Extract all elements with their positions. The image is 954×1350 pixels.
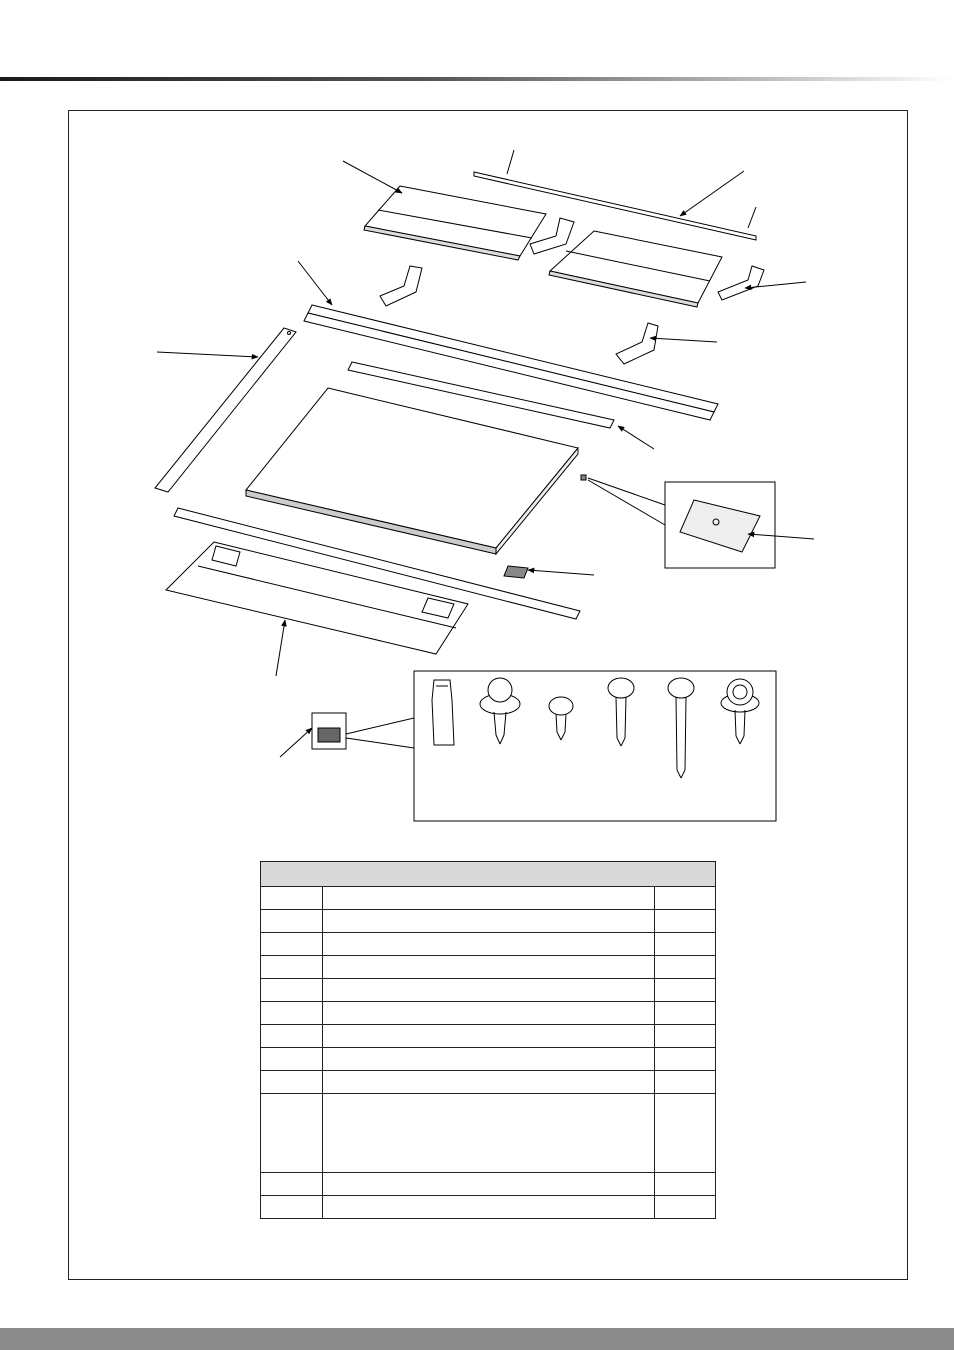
table-row <box>261 1071 716 1094</box>
hardware-pack <box>312 713 414 749</box>
callout-arrow-2 <box>680 171 744 216</box>
table-cell-qty <box>655 1048 716 1071</box>
table-cell-no <box>261 933 323 956</box>
table-cell-description <box>323 956 655 979</box>
table-row <box>261 979 716 1002</box>
table-cell-description <box>323 1025 655 1048</box>
callout-arrow-11 <box>280 728 312 757</box>
table-cell-no <box>261 1002 323 1025</box>
table-cell-qty <box>655 956 716 979</box>
table-cell-qty <box>655 910 716 933</box>
callout-arrow-3 <box>298 261 332 305</box>
skirt-panel <box>166 542 468 654</box>
callout-arrow-6 <box>650 338 717 342</box>
table-cell-no <box>261 1196 323 1219</box>
table-cell-qty <box>655 1173 716 1196</box>
table-cell-no <box>261 1173 323 1196</box>
table-row <box>261 1173 716 1196</box>
table-cell-no <box>261 910 323 933</box>
table-cell-qty <box>655 1196 716 1219</box>
table-cell-qty <box>655 933 716 956</box>
table-cell-qty <box>655 1002 716 1025</box>
table-cell-description <box>323 1196 655 1219</box>
table-cell-description <box>323 1002 655 1025</box>
table-row <box>261 887 716 910</box>
table-row <box>261 1094 716 1173</box>
parts-table-body <box>261 887 716 1219</box>
table-cell-description <box>323 1094 655 1173</box>
table-cell-description <box>323 979 655 1002</box>
table-row <box>261 910 716 933</box>
clip-detail-box <box>588 478 775 568</box>
main-panel <box>246 388 578 554</box>
callout-arrow-9 <box>528 570 594 575</box>
table-row <box>261 1025 716 1048</box>
table-cell-no <box>261 887 323 910</box>
callout-arrow-1 <box>343 161 402 193</box>
table-row <box>261 1048 716 1071</box>
callout-arrow-4 <box>157 352 258 357</box>
parts-table-header <box>261 862 716 887</box>
callout-arrow-10 <box>276 620 285 676</box>
roof-panel-left <box>364 186 546 260</box>
table-cell-no <box>261 1025 323 1048</box>
hardware-detail-box <box>414 671 776 821</box>
parts-list-table <box>260 861 716 1219</box>
table-cell-description <box>323 910 655 933</box>
torx-bit-icon <box>432 680 454 745</box>
table-cell-qty <box>655 1071 716 1094</box>
table-cell-no <box>261 1071 323 1094</box>
table-cell-no <box>261 956 323 979</box>
table-cell-qty <box>655 887 716 910</box>
table-cell-qty <box>655 1094 716 1173</box>
table-cell-description <box>323 1048 655 1071</box>
table-cell-no <box>261 1094 323 1173</box>
callout-arrow-7 <box>618 426 654 449</box>
table-cell-qty <box>655 979 716 1002</box>
table-cell-no <box>261 1048 323 1071</box>
table-row <box>261 956 716 979</box>
bracket-2 <box>380 266 422 306</box>
table-cell-description <box>323 1173 655 1196</box>
parts-table-header-cell <box>261 862 716 887</box>
table-cell-description <box>323 1071 655 1094</box>
table-cell-no <box>261 979 323 1002</box>
table-row <box>261 933 716 956</box>
clip-lower <box>504 566 528 578</box>
bracket-4 <box>616 323 658 364</box>
footer-bar <box>0 1328 954 1350</box>
roof-panel-right <box>549 231 722 307</box>
table-row <box>261 1196 716 1219</box>
table-row <box>261 1002 716 1025</box>
clip-small <box>581 475 586 480</box>
table-cell-description <box>323 933 655 956</box>
table-cell-description <box>323 887 655 910</box>
bracket-3 <box>718 266 764 300</box>
table-cell-qty <box>655 1025 716 1048</box>
